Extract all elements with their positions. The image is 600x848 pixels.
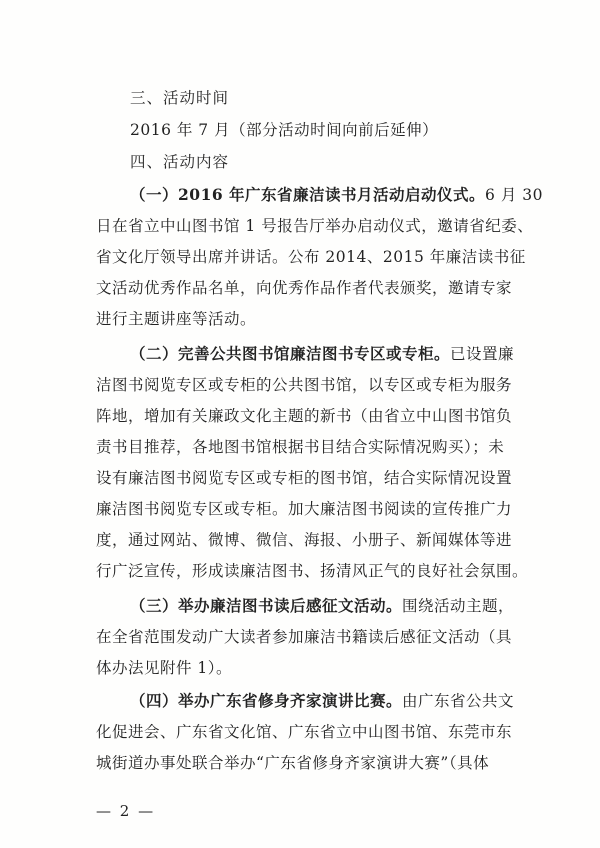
section-heading-3: 三、活动时间 (130, 89, 230, 107)
s1-line: 进行主题讲座等活动。 (96, 310, 257, 328)
s2-line: 阵地，增加有关廉政文化主题的新书（由省立中山图书馆负 (96, 407, 513, 425)
s3-first-rest: 围绕活动主题， (402, 597, 515, 615)
s2-title: （二）完善公共图书馆廉洁图书专区或专柜。 (130, 344, 451, 363)
s3-line: 在全省范围发动广大读者参加廉洁书籍读后感征文活动（具 (96, 628, 513, 646)
s4-line: 城街道办事处联合举办“广东省修身齐家演讲大赛”（具体 (96, 754, 490, 772)
s3-first-line (130, 594, 514, 616)
s2-first-line (130, 342, 514, 364)
s1-first-rest: 6 月 30 (485, 186, 543, 204)
s1-line: 文活动优秀作品名单，向优秀作品作者代表颁奖，邀请专家 (96, 279, 513, 297)
s4-title: （四）举办广东省修身齐家演讲比赛。 (130, 691, 403, 710)
s1-first-line (130, 183, 543, 205)
s2-line: 设有廉洁图书阅览专区或专柜的图书馆，结合实际情况设置 (96, 469, 513, 487)
s3-line: 体办法见附件 1）。 (96, 659, 233, 677)
s4-line: 化促进会、广东省文化馆、广东省立中山图书馆、东莞市东 (96, 723, 513, 741)
section-heading-4: 四、活动内容 (130, 153, 230, 171)
s1-title: （一）2016 年广东省廉洁读书月活动启动仪式。 (130, 185, 486, 204)
s2-line: 度，通过网站、微博、微信、海报、小册子、新闻媒体等进 (96, 531, 513, 549)
s2-line: 责书目推荐，各地图书馆根据书目结合实际情况购买）；未 (96, 438, 505, 456)
s2-line: 行广泛宣传，形成读廉洁图书、扬清风正气的良好社会氛围。 (96, 562, 529, 580)
s3-title: （三）举办廉洁图书读后感征文活动。 (130, 596, 403, 615)
s1-line: 日在省立中山图书馆 1 号报告厅举办启动仪式，邀请省纪委、 (96, 217, 534, 235)
s2-first-rest: 已设置廉 (450, 345, 515, 363)
page-number: — 2 — (96, 802, 156, 820)
activity-time-text: 2016 年 7 月（部分活动时间向前后延伸） (130, 121, 439, 139)
s4-first-line (130, 689, 514, 711)
s2-line: 廉洁图书阅览专区或专柜。加大廉洁图书阅读的宣传推广力 (96, 500, 513, 518)
s4-first-rest: 由广东省公共文 (402, 692, 515, 710)
s1-line: 省文化厅领导出席并讲话。公布 2014、2015 年廉洁读书征 (96, 248, 526, 266)
s2-line: 洁图书阅览专区或专柜的公共图书馆，以专区或专柜为服务 (96, 376, 513, 394)
